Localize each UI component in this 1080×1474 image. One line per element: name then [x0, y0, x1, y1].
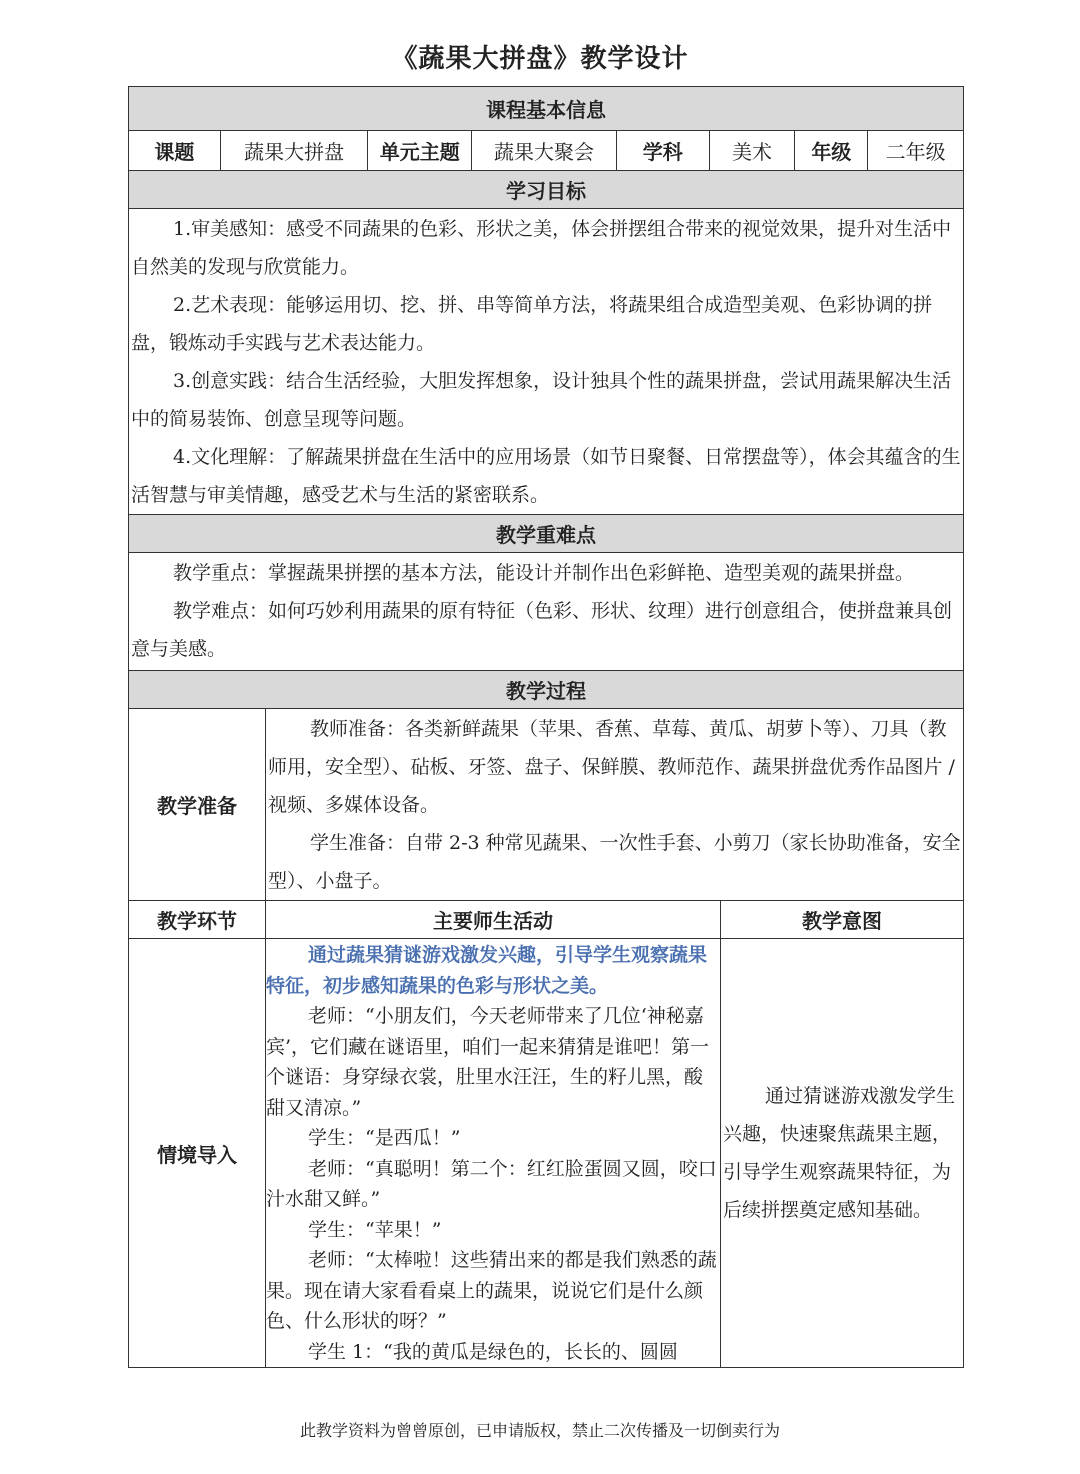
copyright-footer: 此教学资料为曾曾原创，已申请版权，禁止二次传播及一切倒卖行为 — [299, 1421, 780, 1440]
document-title: 《蔬果大拼盘》教学设计 — [391, 44, 689, 74]
dialogue-line: 老师：“太棒啦！这些猜出来的都是我们熟悉的蔬果。现在请大家看看桌上的蔬果，说说它们是什么颜色、什么形状的呀？” — [266, 1249, 717, 1332]
key-point-item: 教学难点：如何巧妙利用蔬果的原有特征（色彩、形状、纹理）进行创意组合，使拼盘兼具创意与美感。 — [131, 600, 953, 660]
stage-row-intro — [129, 939, 963, 1367]
process-header: 教学过程 — [129, 671, 963, 709]
stage-highlight: 通过蔬果猜谜游戏激发兴趣，引导学生观察蔬果特征，初步感知蔬果的色彩与形状之美。 — [266, 944, 708, 997]
field-label-subject: 学科 — [617, 131, 710, 170]
field-value-subject: 美术 — [710, 131, 796, 170]
objective-item: 1.审美感知：感受不同蔬果的色彩、形状之美，体会拼摆组合带来的视觉效果，提升对生活中自然美的发现与欣赏能力。 — [131, 218, 952, 278]
objectives-body — [129, 209, 963, 515]
field-value-course: 蔬果大拼盘 — [221, 131, 369, 170]
stage-intent: 通过猜谜游戏激发学生兴趣，快速聚焦蔬果主题，引导学生观察蔬果特征，为后续拼摆奠定感知基础。 — [723, 1085, 956, 1221]
stage-activities — [266, 940, 720, 1366]
dialogue-line: 学生 1：“我的黄瓜是绿色的，长长的、圆圆 — [308, 1340, 678, 1363]
field-label-unit: 单元主题 — [368, 131, 472, 170]
field-label-grade: 年级 — [795, 131, 868, 170]
prep-row — [129, 709, 963, 901]
field-label-course: 课题 — [129, 131, 221, 170]
dialogue-line: 学生：“是西瓜！” — [308, 1127, 461, 1149]
objective-item: 4.文化理解：了解蔬果拼盘在生活中的应用场景（如节日聚餐、日常摆盘等），体会其蕴含的生活智慧与审美情趣，感受艺术与生活的紧密联系。 — [131, 446, 961, 506]
basic-info-header: 课程基本信息 — [129, 87, 963, 131]
stage-intent-cell — [721, 939, 963, 1367]
key-points-header: 教学重难点 — [129, 515, 963, 553]
dialogue-line: 老师：“真聪明！第二个：红红脸蛋圆又圆，咬口汁水甜又鲜。” — [266, 1157, 717, 1210]
prep-label: 教学准备 — [157, 794, 237, 818]
objective-item: 3.创意实践：结合生活经验，大胆发挥想象，设计独具个性的蔬果拼盘，尝试用蔬果解决生活中的简易装饰、创意呈现等问题。 — [131, 370, 952, 430]
field-value-grade: 二年级 — [885, 140, 946, 164]
key-points-body — [129, 553, 963, 671]
objective-item: 2.艺术表现：能够运用切、挖、拼、串等简单方法，将蔬果组合成造型美观、色彩协调的拼盘，锻炼动手实践与艺术表达能力。 — [131, 294, 933, 354]
col-header-intent: 教学意图 — [802, 909, 882, 933]
objectives-header: 学习目标 — [129, 171, 963, 209]
dialogue-line: 学生：“苹果！” — [308, 1218, 442, 1241]
col-header-stage: 教学环节 — [157, 909, 237, 933]
lesson-plan-table — [128, 86, 964, 1368]
process-column-headers — [129, 901, 963, 939]
stage-name: 情境导入 — [157, 1142, 237, 1167]
prep-item: 教师准备：各类新鲜蔬果（苹果、香蕉、草莓、黄瓜、胡萝卜等）、刀具（教师用，安全型）、砧板、牙签、盘子、保鲜膜、教师范作、蔬果拼盘优秀作品图片 / 视频、多媒体设备。 — [268, 718, 955, 816]
basic-info-row — [129, 131, 963, 171]
dialogue-line: 老师：“小朋友们，今天老师带来了几位‘神秘嘉宾’，它们藏在谜语里，咱们一起来猜猜是谁吧！第一个谜语：身穿绿衣裳，肚里水汪汪，生的籽儿黑，酸甜又清凉。” — [266, 1005, 710, 1119]
prep-content — [266, 710, 963, 900]
col-header-activities: 主要师生活动 — [433, 909, 553, 933]
field-value-unit: 蔬果大聚会 — [472, 131, 617, 170]
key-point-item: 教学重点：掌握蔬果拼摆的基本方法，能设计并制作出色彩鲜艳、造型美观的蔬果拼盘。 — [173, 562, 915, 584]
prep-item: 学生准备：自带 2-3 种常见蔬果、一次性手套、小剪刀（家长协助准备，安全型）、小盘子。 — [268, 832, 961, 892]
